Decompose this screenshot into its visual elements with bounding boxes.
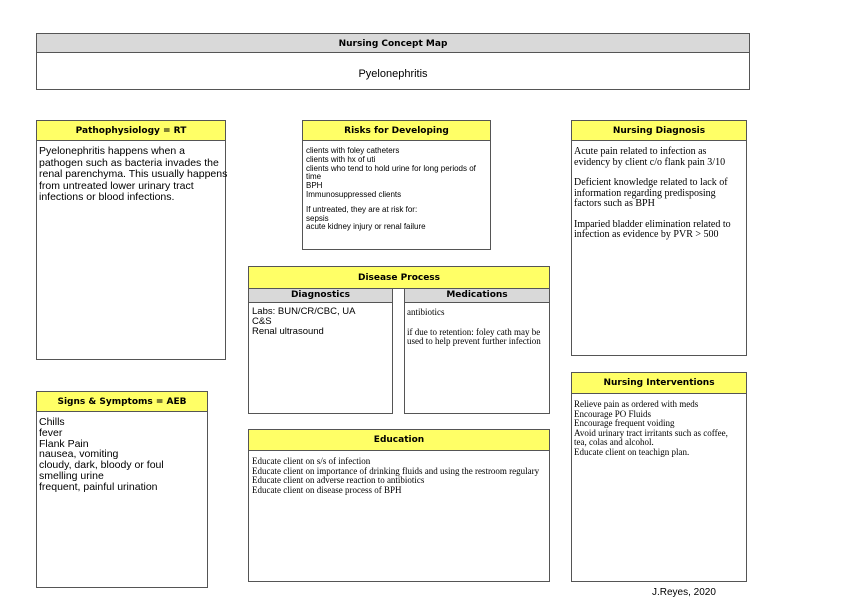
list-item: clients with hx of uti [306, 154, 376, 164]
diagnosis-item: Imparied bladder elimination related to infection as evidence by PVR > 500 [574, 218, 731, 240]
list-item: antibiotics [407, 307, 445, 317]
list-item: Relieve pain as ordered with meds [574, 399, 699, 409]
list-item: fever [39, 426, 63, 439]
education-content [252, 457, 544, 495]
nursing-interventions-heading: Nursing Interventions [571, 372, 747, 394]
medications-content [407, 308, 545, 347]
list-item: clients with foley catheters [306, 146, 400, 155]
signs-symptoms-heading: Signs & Symptoms = AEB [36, 391, 208, 412]
list-item: Encourage PO Fluids [574, 408, 651, 419]
nursing-interventions-content [574, 400, 742, 458]
risks-heading: Risks for Developing [302, 120, 491, 141]
risks-content [306, 147, 488, 232]
diagnostics-heading: Diagnostics [248, 288, 393, 303]
list-item: Educate client on disease process of BPH [252, 484, 402, 495]
list-item: Educate client on importance of drinking fluids and using the restroom regulary [252, 465, 540, 476]
list-item: Educate client on adverse reaction to antibiotics [252, 475, 425, 486]
list-item: Educate client on teachign plan. [574, 446, 690, 457]
list-item: frequent, painful urination [39, 480, 158, 493]
concept-map-title: Nursing Concept Map [36, 33, 750, 53]
list-item: sepsis [306, 213, 329, 223]
list-item: cloudy, dark, bloody or foul smelling urine [39, 459, 164, 482]
list-item: Renal ultrasound [252, 325, 324, 337]
nursing-diagnosis-heading: Nursing Diagnosis [571, 120, 747, 141]
education-heading: Education [248, 429, 550, 451]
list-item: BPH [306, 181, 323, 191]
author-credit: J.Reyes, 2020 [652, 587, 716, 598]
list-item: acute kidney injury or renal failure [306, 222, 426, 232]
list-item: Educate client on s/s of infection [252, 456, 371, 466]
subject-title: Pyelonephritis [358, 68, 428, 80]
list-item: Avoid urinary tract irritants such as coffee, tea, colas and alcohol. [574, 427, 728, 448]
disease-process-heading: Disease Process [248, 266, 550, 289]
diagnostics-content [252, 307, 372, 336]
diagnosis-item: Acute pain related to infection as evidency by client c/o flank pain 3/10 [574, 146, 726, 168]
nursing-diagnosis-content [574, 147, 740, 241]
list-item: Labs: BUN/CR/CBC, UA C&S [252, 306, 355, 327]
list-item: nausea, vomiting [39, 448, 119, 461]
medications-heading: Medications [404, 288, 550, 303]
list-item: Immunosuppressed clients [306, 189, 402, 199]
list-item: if due to retention: foley cath may be used to help prevent further infection [407, 326, 541, 347]
risks-list [306, 147, 488, 200]
pathophysiology-heading: Pathophysiology = RT [36, 120, 226, 141]
list-item: Encourage frequent voiding [574, 418, 675, 429]
signs-symptoms-content [39, 417, 204, 493]
untreated-list [306, 215, 488, 233]
list-item: Chills [39, 416, 65, 428]
untreated-heading: If untreated, they are at risk for: [306, 204, 418, 214]
list-item: clients who tend to hold urine for long periods of time [306, 163, 476, 182]
diagnosis-item: Deficient knowledge related to lack of information regarding predisposing factors such as BPH [574, 177, 728, 209]
pathophysiology-text: Pyelonephritis happens when a pathogen such as bacteria invades the renal parenchyma. This usually happens from untreated lower urinary tract infections or blood infections. [39, 145, 228, 203]
list-item: Flank Pain [39, 437, 89, 450]
